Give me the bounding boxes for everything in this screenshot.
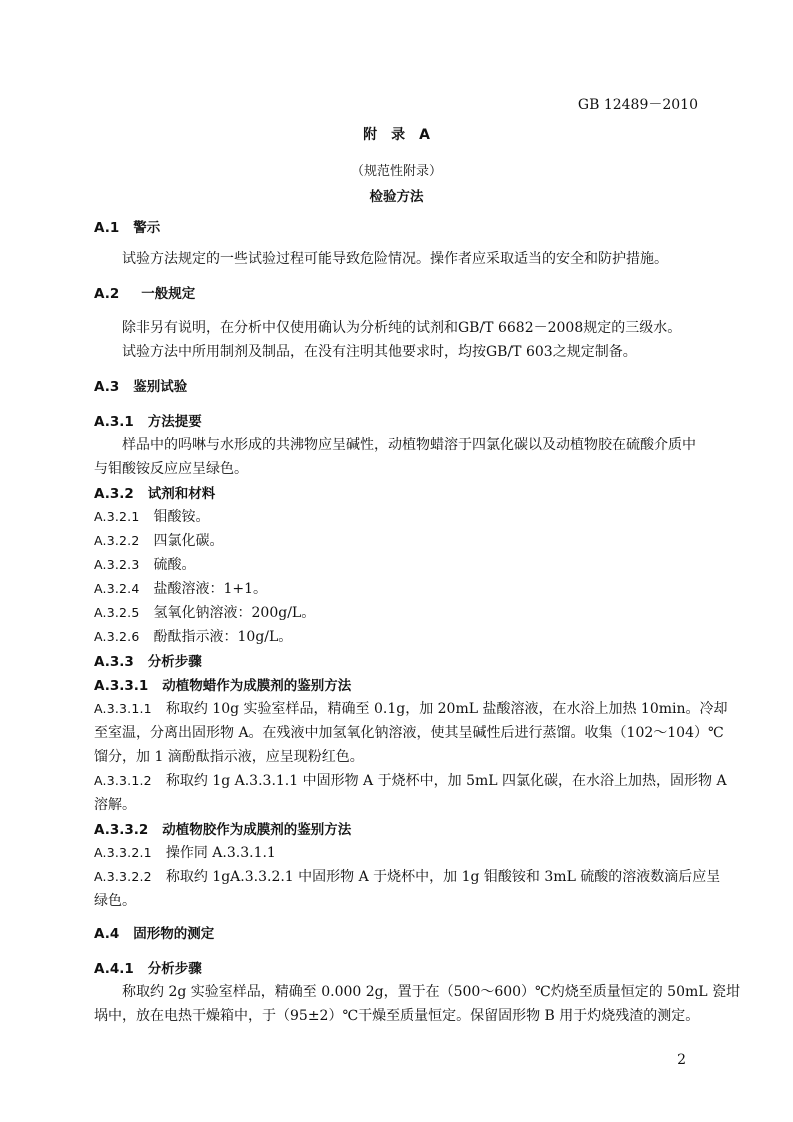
section-number: A.3.2 — [94, 486, 134, 502]
section-title: 分析步骤 — [147, 961, 202, 977]
paragraph: 称取约 2g 实验室样品，精确至 0.000 2g，置于在（500～600）℃灼烧至质量恒定的 50mL 瓷坩 — [122, 984, 741, 1000]
list-item: A.3.2.1 钼酸铵。 — [94, 509, 210, 525]
section-number: A.1 — [94, 220, 120, 236]
list-item: A.3.2.4 盐酸溶液：1+1。 — [94, 581, 268, 597]
page-number: 2 — [677, 1052, 686, 1068]
section-title: 固形物的测定 — [133, 926, 215, 942]
section-title: 鉴别试验 — [133, 379, 188, 395]
section-title: 警示 — [133, 220, 161, 236]
paragraph: 试验方法中所用制剂及制品，在没有注明其他要求时，均按GB/T 603之规定制备。 — [122, 344, 637, 360]
paragraph: 馏分，加 1 滴酚酞指示液，应呈现粉红色。 — [94, 749, 364, 765]
list-item: A.3.2.6 酚酞指示液：10g/L。 — [94, 629, 293, 645]
paragraph: 除非另有说明，在分析中仅使用确认为分析纯的试剂和GB/T 6682－2008规定的三级水。 — [122, 320, 682, 336]
section-title: 方法提要 — [147, 414, 202, 430]
paragraph: A.3.3.2.1 操作同 A.3.3.1.1 — [94, 845, 276, 861]
paragraph: A.3.3.1.1 称取约 10g 实验室样品，精确至 0.1g，加 20mL 盐酸溶液，在水浴上加热 10min。冷却 — [94, 701, 728, 717]
standard-number: GB 12489－2010 — [577, 97, 698, 113]
subsection-heading-a41 — [94, 957, 202, 977]
subsection-heading-a32 — [94, 482, 215, 502]
subsection-heading-a33 — [94, 650, 202, 670]
subsection-heading-a332 — [94, 818, 351, 838]
list-item: A.3.2.2 四氯化碳。 — [94, 533, 224, 549]
subsection-heading-a31 — [94, 410, 202, 430]
section-number: A.4 — [94, 926, 120, 942]
section-number: A.3.3.1 — [94, 678, 149, 694]
section-number: A.3.1 — [94, 414, 134, 430]
paragraph: A.3.3.2.2 称取约 1gA.3.3.2.1 中固形物 A 于烧杯中，加 1g 钼酸铵和 3mL 硫酸的溶液数滴后应呈 — [94, 869, 721, 885]
subsection-heading-a331 — [94, 674, 351, 694]
section-title: 一般规定 — [141, 286, 196, 302]
section-heading-a3 — [94, 375, 187, 395]
section-number: A.2 — [94, 286, 120, 302]
section-number: A.4.1 — [94, 961, 134, 977]
section-number: A.3 — [94, 379, 120, 395]
section-title: 动植物胶作为成膜剂的鉴别方法 — [162, 822, 352, 838]
section-heading-a4 — [94, 922, 214, 942]
list-item: A.3.2.3 硫酸。 — [94, 557, 196, 573]
paragraph: 与钼酸铵反应应呈绿色。 — [94, 461, 248, 477]
paragraph: 试验方法规定的一些试验过程可能导致危险情况。操作者应采取适当的安全和防护措施。 — [122, 251, 668, 267]
appendix-title: 附 录 A — [363, 127, 430, 143]
paragraph: 至室温，分离出固形物 A。在残液中加氢氧化钠溶液，使其呈碱性后进行蒸馏。收集（102～104）℃ — [94, 725, 724, 741]
paragraph: 埚中，放在电热干燥箱中，于（95±2）℃干燥至质量恒定。保留固形物 B 用于灼烧残渣的测定。 — [94, 1008, 700, 1024]
paragraph: 绿色。 — [94, 893, 136, 909]
section-number: A.3.3 — [94, 654, 134, 670]
section-title: 试剂和材料 — [147, 486, 216, 502]
section-title: 动植物蜡作为成膜剂的鉴别方法 — [162, 678, 352, 694]
paragraph: A.3.3.1.2 称取约 1g A.3.3.1.1 中固形物 A 于烧杯中，加 5mL 四氯化碳，在水浴上加热，固形物 A — [94, 773, 727, 789]
appendix-name: 检验方法 — [369, 189, 424, 205]
section-heading-a1 — [94, 216, 160, 236]
section-title: 分析步骤 — [147, 654, 202, 670]
appendix-type: （规范性附录） — [350, 164, 442, 179]
paragraph: 溶解。 — [94, 797, 136, 813]
list-item: A.3.2.5 氢氧化钠溶液：200g/L。 — [94, 605, 316, 621]
section-heading-a2 — [94, 282, 195, 302]
section-number: A.3.3.2 — [94, 822, 149, 838]
paragraph: 样品中的吗啉与水形成的共沸物应呈碱性，动植物蜡溶于四氯化碳以及动植物胶在硫酸介质中 — [122, 437, 696, 453]
